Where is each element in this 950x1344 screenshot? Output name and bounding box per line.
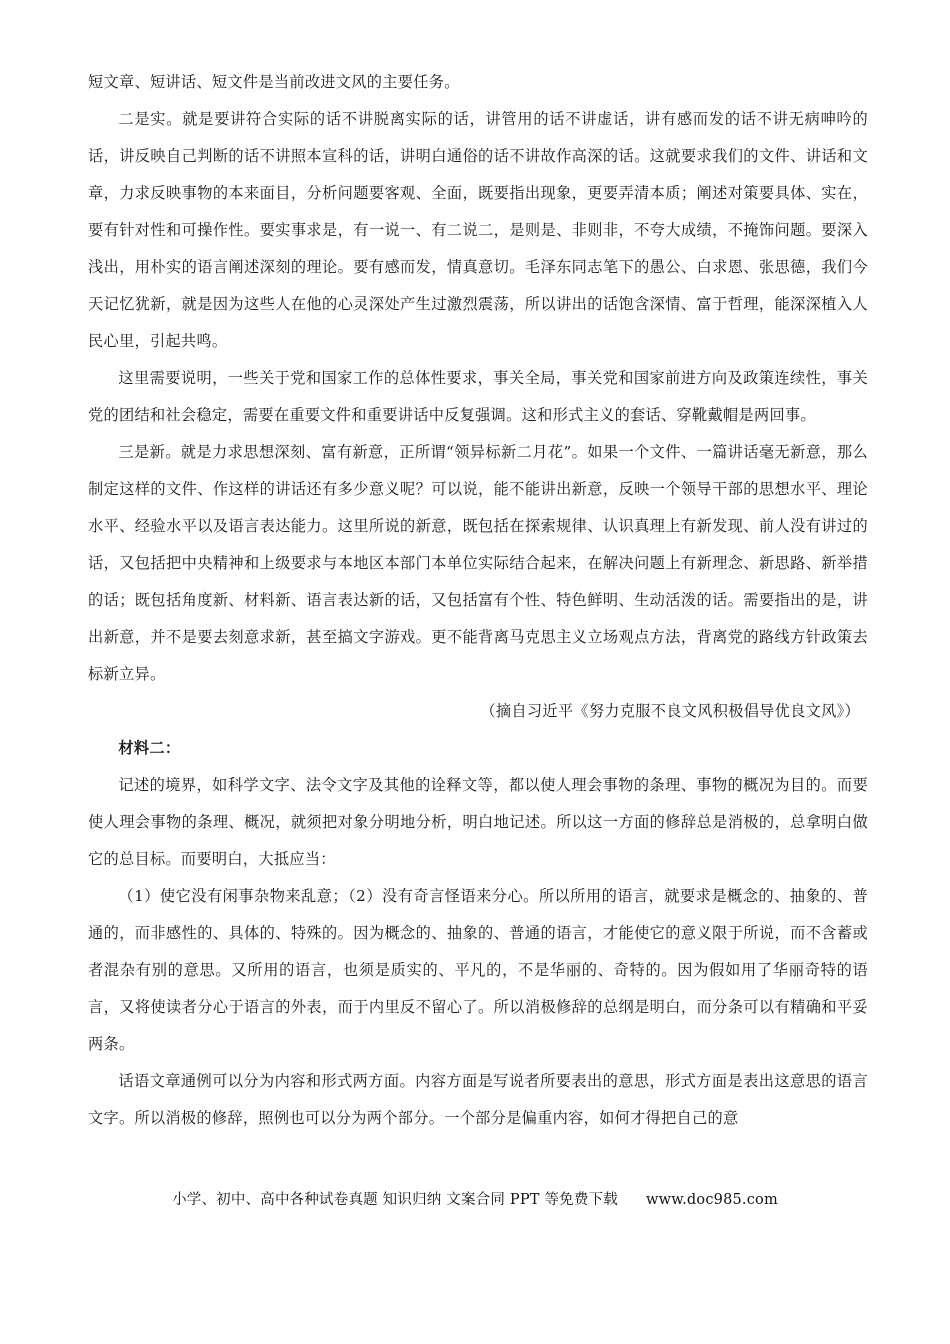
paragraph-shi: 二是实。就是要讲符合实际的话不讲脱离实际的话，讲管用的话不讲虚话，讲有感而发的话不讲无病呻吟的话，讲反映自己判断的话不讲照本宣科的话，讲明白通俗的话不讲故作高深的话。这就要求我们的文件、讲话和文章，力求反映事物的本来面目，分析问题要客观、全面，既要指出现象，更要弄清本质；阐述对策要具体、实在，要有针对性和可操作性。要实事求是，有一说一、有二说二，是则是、非则非，不夸大成绩，不掩饰问题。要深入浅出，用朴实的语言阐述深刻的理论。要有感而发，情真意切。毛泽东同志笔下的愚公、白求恩、张思德，我们今天记忆犹新，就是因为这些人在他的心灵深处产生过激烈震荡，所以讲出的话饱含深情、富于哲理，能深深植入人民心里，引起共鸣。 (88, 110, 868, 350)
paragraph-material-two-2: （1）使它没有闲事杂物来乱意；（2）没有奇言怪语来分心。所以所用的语言，就要求是概念的、抽象的、普通的，而非感性的、具体的、特殊的。因为概念的、抽象的、普通的语言，才能使它的意义限于所说，而不含蓄或者混杂有别的意思。又所用的语言，也须是质实的、平凡的，不是华丽的、奇特的。因为假如用了华丽奇特的语言，又将使读者分心于语言的外表，而于内里反不留心了。所以消极修辞的总纲是明白，而分条可以有精确和平妥两条。 (88, 887, 868, 1053)
paragraph-material-two-3: 话语文章通例可以分为内容和形式两方面。内容方面是写说者所要表出的意思，形式方面是表出这意思的语言文字。所以消极的修辞，照例也可以分为两个部分。一个部分是偏重内容，如何才得把自己的意 (88, 1072, 868, 1127)
citation: （摘自习近平《努力克服不良文风积极倡导优良文风》） (480, 702, 860, 720)
paragraph-note: 这里需要说明，一些关于党和国家工作的总体性要求，事关全局，事关党和国家前进方向及政策连续性，事关党的团结和社会稳定，需要在重要文件和重要讲话中反复强调。这和形式主义的套话、穿靴戴帽是两回事。 (88, 369, 868, 424)
page-footer (0, 1188, 950, 1209)
footer-text: 小学、初中、高中各种试卷真题 知识归纳 文案合同 PPT 等免费下载 (172, 1192, 618, 1208)
paragraph-xin: 三是新。就是力求思想深刻、富有新意，正所谓“领异标新二月花”。如果一个文件、一篇讲话毫无新意，那么制定这样的文件、作这样的讲话还有多少意义呢？可以说，能不能讲出新意，反映一个领导干部的思想水平、理论水平、经验水平以及语言表达能力。这里所说的新意，既包括在探索规律、认识真理上有新发现、前人没有讲过的话，又包括把中央精神和上级要求与本地区本部门本单位实际结合起来，在解决问题上有新理念、新思路、新举措的话；既包括角度新、材料新、语言表达新的话，又包括富有个性、特色鲜明、生动活泼的话。需要指出的是，讲出新意，并不是要去刻意求新，甚至搞文字游戏。更不能背离马克思主义立场观点方法，背离党的路线方针政策去标新立异。 (88, 443, 868, 683)
paragraph-material-two-1: 记述的境界，如科学文字、法令文字及其他的诠释文等，都以使人理会事物的条理、事物的概况为目的。而要使人理会事物的条理、概况，就须把对象分明地分析，明白地记述。所以这一方面的修辞总是消极的，总拿明白做它的总目标。而要明白，大抵应当： (88, 776, 868, 868)
footer-site-link[interactable]: www.doc985.com (645, 1192, 778, 1208)
document-body (88, 64, 868, 1137)
paragraph-continuation: 短文章、短讲话、短文件是当前改进文风的主要任务。 (88, 73, 460, 91)
section-heading-material-two: 材料二： (118, 739, 181, 757)
